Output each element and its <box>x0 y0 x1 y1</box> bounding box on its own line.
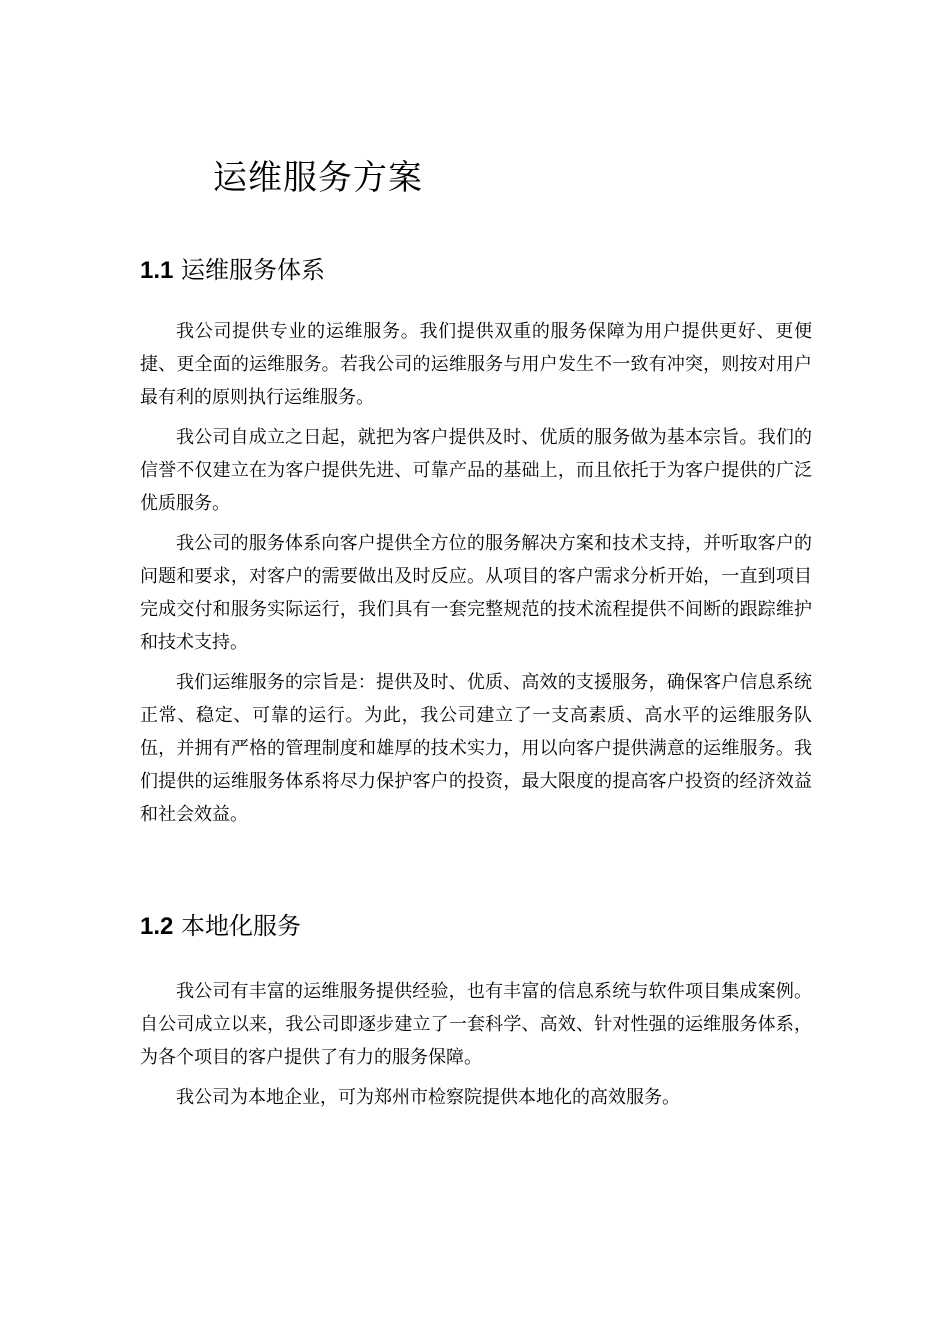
paragraph: 我们运维服务的宗旨是：提供及时、优质、高效的支援服务，确保客户信息系统正常、稳定、可靠的运行。为此，我公司建立了一支高素质、高水平的运维服务队伍，并拥有严格的管理制度和雄厚的技术实力，用以向客户提供满意的运维服务。我们提供的运维服务体系将尽力保护客户的投资，最大限度的提高客户投资的经济效益和社会效益。 <box>140 672 812 825</box>
document-title: 运维服务方案 <box>213 158 423 198</box>
paragraph: 我公司有丰富的运维服务提供经验，也有丰富的信息系统与软件项目集成案例。自公司成立以来，我公司即逐步建立了一套科学、高效、针对性强的运维服务体系，为各个项目的客户提供了有力的服务保障。 <box>140 981 812 1068</box>
paragraph: 我公司自成立之日起，就把为客户提供及时、优质的服务做为基本宗旨。我们的信誉不仅建立在为客户提供先进、可靠产品的基础上，而且依托于为客户提供的广泛优质服务。 <box>140 427 812 514</box>
section-body-1-2 <box>140 975 812 1121</box>
section-number: 1.2 <box>140 913 174 940</box>
section-heading-1-1 <box>140 252 325 289</box>
section-heading-text: 运维服务体系 <box>181 256 326 284</box>
paragraph: 我公司的服务体系向客户提供全方位的服务解决方案和技术支持，并听取客户的问题和要求，对客户的需要做出及时反应。从项目的客户需求分析开始，一直到项目完成交付和服务实际运行，我们具有一套完整规范的技术流程提供不间断的跟踪维护和技术支持。 <box>140 533 812 653</box>
section-heading-text: 本地化服务 <box>181 912 302 940</box>
paragraph: 我公司提供专业的运维服务。我们提供双重的服务保障为用户提供更好、更便捷、更全面的运维服务。若我公司的运维服务与用户发生不一致有冲突，则按对用户最有利的原则执行运维服务。 <box>140 321 812 408</box>
section-heading-1-2 <box>140 908 301 945</box>
section-number: 1.1 <box>140 257 174 284</box>
section-body-1-1 <box>140 315 812 838</box>
paragraph: 我公司为本地企业，可为郑州市检察院提供本地化的高效服务。 <box>176 1087 680 1108</box>
